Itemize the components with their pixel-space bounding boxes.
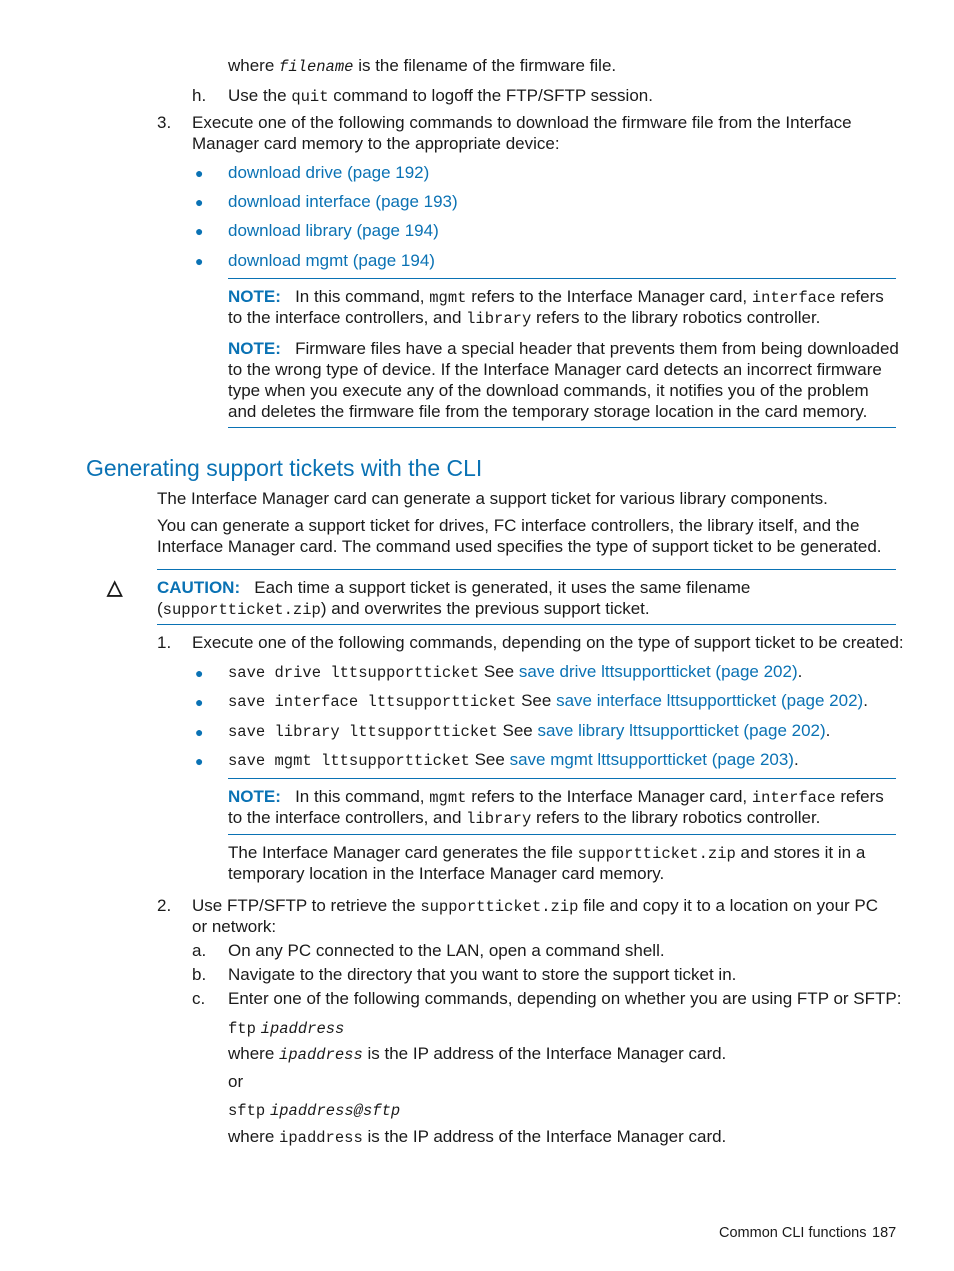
bullet: ● [195, 194, 204, 210]
text: . [797, 662, 803, 681]
text: . [863, 691, 868, 710]
list-item [228, 720, 830, 743]
note-rule-top [228, 278, 896, 279]
caution-label: CAUTION: [157, 578, 241, 597]
code-command: save library lttsupportticket [228, 723, 498, 741]
text: command to logoff the FTP/SFTP session. [333, 86, 653, 105]
bullet: ● [195, 223, 204, 239]
code-interface: interface [751, 289, 836, 307]
code-supportticket: supportticket.zip [420, 898, 579, 916]
text: refers to the library robotics controller. [536, 308, 821, 327]
generates-line1 [228, 842, 865, 865]
text: is the IP address of the Interface Manager card. [367, 1044, 727, 1063]
list-item [228, 690, 868, 713]
text: refers to the Interface Manager card, [471, 787, 748, 806]
step-3-marker: 3. [157, 113, 172, 132]
list-item [228, 749, 799, 772]
step-3-line1: Execute one of the following commands to download the firmware file from the Interface [192, 113, 852, 132]
link-save-mgmt[interactable]: save mgmt lttsupportticket (page 203) [509, 750, 794, 769]
link-download-library[interactable]: download library (page 194) [228, 221, 439, 240]
text: Use the [228, 86, 287, 105]
text: See [521, 691, 552, 710]
warning-icon: △ [107, 577, 123, 599]
code-ipaddress: ipaddress [260, 1020, 345, 1038]
code-sftp: sftp [228, 1102, 266, 1120]
footer-section-title: Common CLI functions [719, 1225, 867, 1241]
substep-c-text: Enter one of the following commands, depending on whether you are using FTP or SFTP: [228, 989, 902, 1008]
text: ) and overwrites the previous support ticket. [320, 599, 650, 618]
page-number: 187 [872, 1225, 897, 1241]
section-para-line1: You can generate a support ticket for drives, FC interface controllers, the library itself, and the [157, 516, 860, 535]
link-download-interface[interactable]: download interface (page 193) [228, 192, 458, 211]
ftp-command [228, 1017, 344, 1040]
text: refers [840, 787, 884, 806]
code-filename: filename [279, 58, 354, 76]
text: file and copy it to a location on your PC [583, 896, 879, 915]
text: Use FTP/SFTP to retrieve the [192, 896, 416, 915]
bullet: ● [195, 665, 204, 681]
code-quit: quit [291, 88, 329, 106]
note-1 [228, 286, 898, 309]
note-label: NOTE: [228, 339, 281, 358]
code-command: save drive lttsupportticket [228, 664, 480, 682]
link-download-drive[interactable]: download drive (page 192) [228, 163, 430, 182]
substep-b-text: Navigate to the directory that you want to store the support ticket in. [228, 965, 737, 984]
filename-where-line [228, 55, 616, 78]
text: Firmware files have a special header that prevents them from being downloaded [295, 339, 899, 358]
link-download-mgmt[interactable]: download mgmt (page 194) [228, 251, 435, 270]
step-1-marker: 1. [157, 633, 172, 652]
caution-rule-bottom [157, 624, 896, 625]
note-rule-top [228, 778, 896, 779]
text: The Interface Manager card generates the file [228, 843, 573, 862]
generates-line2: temporary location in the Interface Manager card memory. [228, 864, 665, 883]
step-2-marker: 2. [157, 896, 172, 915]
text: Each time a support ticket is generated, it uses the same filename [254, 578, 751, 597]
bullet: ● [195, 724, 204, 740]
section-para-line2: Interface Manager card. The command used specifies the type of support ticket to be generated. [157, 537, 882, 556]
text: where [228, 1044, 275, 1063]
text: See [502, 721, 533, 740]
text: is the filename of the firmware file. [358, 56, 617, 75]
note-1-line2 [228, 307, 820, 330]
code-ipaddress: ipaddress [279, 1046, 363, 1064]
note-2-line2: to the wrong type of device. If the Interface Manager card detects an incorrect firmware [228, 360, 882, 379]
step-h-marker: h. [192, 86, 207, 105]
text: refers to the library robotics controller. [536, 808, 821, 827]
link-save-library[interactable]: save library lttsupportticket (page 202) [537, 721, 826, 740]
bullet: ● [195, 165, 204, 181]
step-1-text: Execute one of the following commands, depending on the type of support ticket to be created: [192, 633, 904, 652]
text: where [228, 56, 275, 75]
section-intro: The Interface Manager card can generate a support ticket for various library components. [157, 489, 828, 508]
note-2-line3: type when you execute any of the download commands, it notifies you of the problem [228, 381, 869, 400]
substep-c-marker: c. [192, 989, 206, 1008]
step-2-line2: or network: [192, 917, 277, 936]
text: See [474, 750, 505, 769]
code-command: save interface lttsupportticket [228, 693, 517, 711]
note-3 [228, 786, 898, 809]
text: . [825, 721, 831, 740]
step-2-line1 [192, 895, 878, 918]
link-save-interface[interactable]: save interface lttsupportticket (page 202) [556, 691, 864, 710]
code-library: library [466, 810, 532, 828]
code-mgmt: mgmt [429, 789, 467, 807]
step-h-text [228, 85, 653, 108]
where-ipaddress-2 [228, 1126, 726, 1149]
code-library: library [466, 310, 532, 328]
text: and stores it in a [740, 843, 866, 862]
code-interface: interface [751, 789, 836, 807]
substep-a-text: On any PC connected to the LAN, open a command shell. [228, 941, 665, 960]
note-label: NOTE: [228, 787, 281, 806]
text: ( [157, 599, 163, 618]
caution-line2 [157, 598, 650, 621]
code-ftp: ftp [228, 1020, 256, 1038]
code-ipaddress: ipaddress [279, 1129, 363, 1147]
bullet: ● [195, 694, 204, 710]
code-mgmt: mgmt [429, 289, 467, 307]
text: is the IP address of the Interface Manager card. [367, 1127, 727, 1146]
text: refers to the Interface Manager card, [471, 287, 748, 306]
note-label: NOTE: [228, 287, 281, 306]
note-3-line2 [228, 807, 820, 830]
code-command: save mgmt lttsupportticket [228, 752, 470, 770]
note-rule-bottom [228, 834, 896, 835]
substep-b-marker: b. [192, 965, 207, 984]
or-text: or [228, 1072, 244, 1091]
link-save-drive[interactable]: save drive lttsupportticket (page 202) [518, 662, 798, 681]
substep-a-marker: a. [192, 941, 207, 960]
text: In this command, [295, 287, 425, 306]
caution-rule-top [157, 569, 896, 570]
text: to the interface controllers, and [228, 308, 462, 327]
where-ipaddress-1 [228, 1043, 726, 1066]
caution-line1 [157, 577, 750, 598]
text: where [228, 1127, 275, 1146]
code-ipaddress-sftp: ipaddress@sftp [269, 1102, 401, 1120]
note-2 [228, 338, 899, 359]
text: See [483, 662, 515, 681]
text: . [793, 750, 799, 769]
list-item [228, 661, 802, 684]
sftp-command [228, 1099, 400, 1122]
text: In this command, [295, 787, 425, 806]
text: to the interface controllers, and [228, 808, 462, 827]
section-heading: Generating support tickets with the CLI [86, 455, 483, 481]
step-3-line2: Manager card memory to the appropriate device: [192, 134, 560, 153]
note-rule-bottom [228, 427, 896, 428]
code-supportticket: supportticket.zip [577, 845, 736, 863]
bullet: ● [195, 253, 204, 269]
note-2-line4: and deletes the firmware file from the temporary storage location in the card memory. [228, 402, 868, 421]
text: refers [840, 287, 884, 306]
bullet: ● [195, 753, 204, 769]
code-supportticket: supportticket.zip [162, 601, 321, 619]
